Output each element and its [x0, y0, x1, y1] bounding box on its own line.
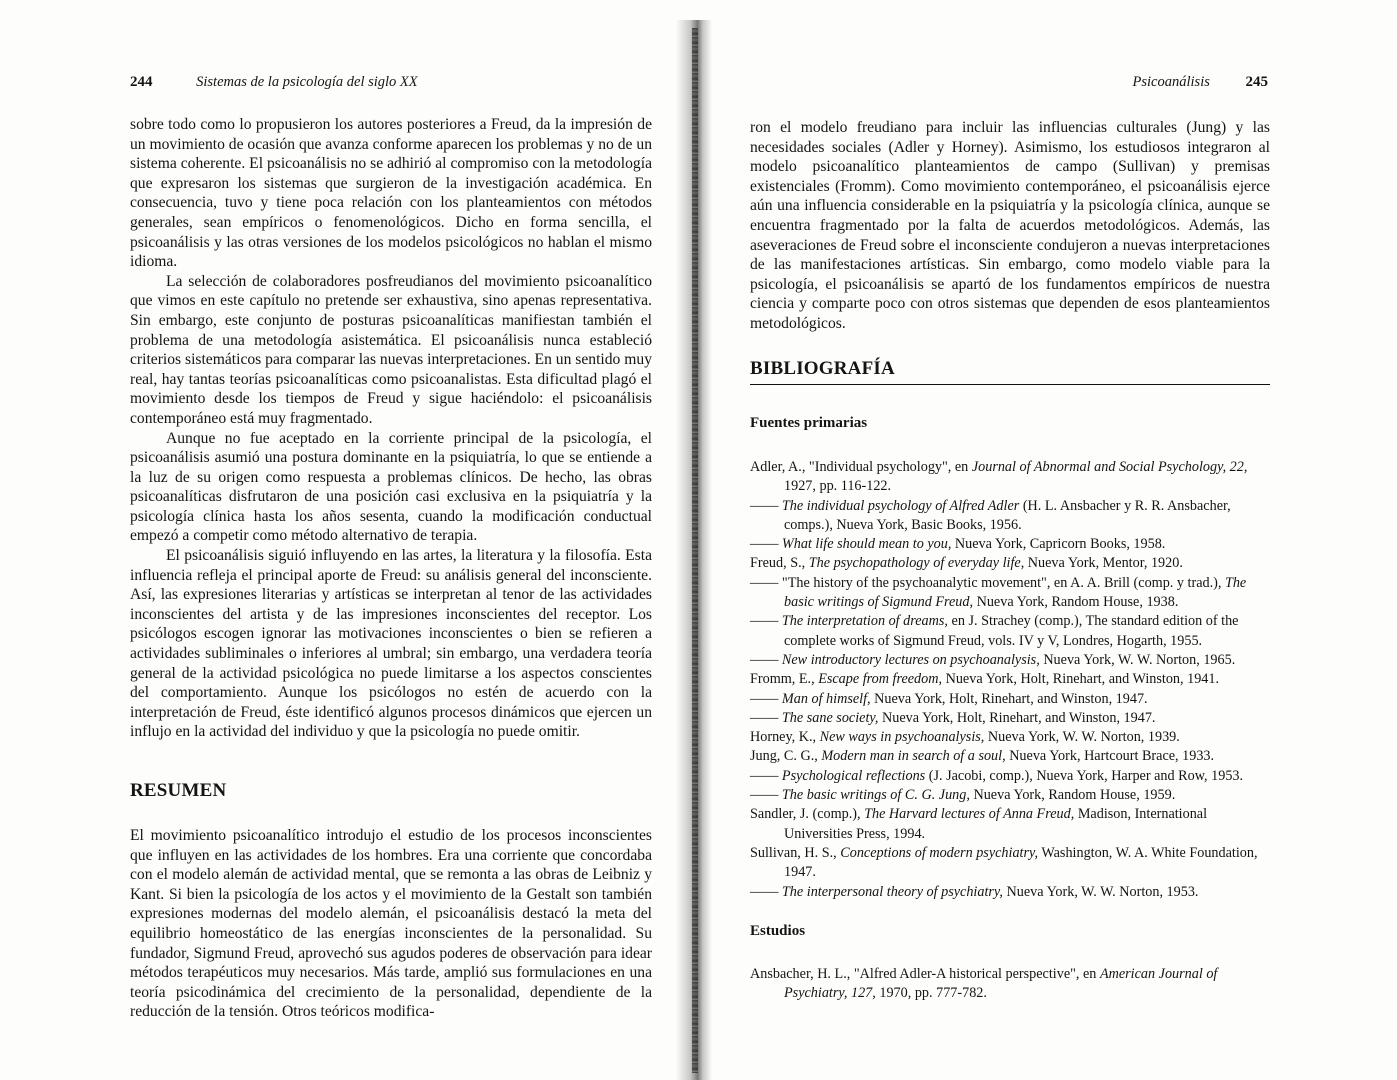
entry-publication: Nueva York, Mentor, 1920.	[1024, 555, 1183, 572]
entry-author: Horney, K.,	[750, 729, 820, 746]
body-paragraph: El psicoanálisis siguió influyendo en las artes, la literatura y la filosofía. Esta influencia refleja el principal aporte de Freud: su análisis general del inconsciente. Así, las expresiones literarias y artísticas se interpretan al tenor de las actividades inconscientes del artista y de las impresiones inconscientes del receptor. Los psicólogos escogen ignorar las motivaciones inconscientes o bien se refieren a actividades subliminales o inferiores al umbral; sin embargo, una verdadera teoría general de la actividad psicológica no puede limitarse a los aspectos conscientes del comportamiento. Aunque los psicólogos no estén de acuerdo con la interpretación de Freud, éste identificó algunos procesos dinámicos que ejercen un influjo en la actividad del individuo y que la psicología no puede omitir.	[130, 547, 652, 741]
bibliography-entry	[750, 535, 1270, 554]
right-page-number: 245	[1245, 74, 1268, 90]
primary-sources-list	[750, 458, 1270, 902]
right-page	[700, 0, 1397, 1080]
bibliography-entry	[750, 497, 1270, 536]
bibliography-entry	[750, 670, 1270, 689]
primary-sources-heading: Fuentes primarias	[750, 415, 868, 431]
entry-title: Escape from freedom,	[818, 671, 943, 688]
entry-publication: (H. L. Ansbacher y R. R. Ansbacher, comps.), Nueva York, Basic Books, 1956.	[784, 497, 1231, 533]
summary-heading: RESUMEN	[130, 780, 227, 801]
entry-title: New introductory lectures on psychoanalysis,	[781, 651, 1040, 668]
entry-title: The interpersonal theory of psychiatry,	[781, 883, 1003, 900]
bibliography-entry	[750, 690, 1270, 709]
entry-publication: 1927, pp. 116-122.	[784, 478, 892, 495]
entry-author: ——	[750, 536, 782, 553]
entry-author: —— "The history of the psychoanalytic movement", en A. A. Brill (comp. y trad.),	[750, 574, 1225, 591]
studies-list	[750, 965, 1270, 1004]
entry-title: Man of himself,	[781, 690, 871, 707]
body-paragraph: ron el modelo freudiano para incluir las influencias culturales (Jung) y las necesidades sociales (Adler y Horney). Asimismo, los estudiosos integraron al modelo psicoanalítico planteamientos de campo (Sullivan) y premisas existenciales (Fromm). Como movimiento contemporáneo, el psicoanálisis ejerce aún una influencia considerable en la psiquiatría y la psicología clínica, aunque se encuentra fragmentado por la falta de acuerdos metodológicos. Además, las aseveraciones de Freud sobre el inconsciente condujeron a nuevas interpretaciones de las manifestaciones artísticas. Sin embargo, como modelo viable para la psicología, el psicoanálisis se apartó de los fundamentos empíricos de nuestra ciencia y comparte poco con otros sistemas que dependen de esos planteamientos metodológicos.	[750, 119, 1270, 332]
book-spine-shadow	[692, 28, 698, 1073]
entry-author: ——	[750, 767, 782, 784]
entry-publication: Nueva York, Random House, 1938.	[973, 594, 1179, 611]
studies-heading: Estudios	[750, 923, 806, 939]
entry-title: Modern man in search of a soul,	[821, 748, 1006, 765]
bibliography-entry	[750, 709, 1270, 728]
entry-publication: Nueva York, Holt, Rinehart, and Winston, 1947.	[878, 709, 1156, 726]
entry-author: ——	[750, 613, 782, 630]
entry-publication: Madison, International Universities Press, 1994.	[784, 806, 1208, 842]
entry-author: Fromm, E.,	[750, 671, 819, 688]
entry-title: American Journal of Psychiatry, 127,	[784, 966, 1218, 1002]
summary-paragraph: El movimiento psicoanalítico introdujo el estudio de los procesos inconscientes que influyen en las actividades de los hombres. Era una corriente que concordaba con el modelo alemán de actividad mental, que se remonta a las obras de Leibniz y Kant. Si bien la psicología de los actos y el movimiento de la Gestalt son también expresiones modernas del modelo alemán, el psicoanálisis destacó la meta del equilibrio homeostático de las energías inconscientes de la personalidad. Su fundador, Sigmund Freud, aprovechó sus agudos poderes de observación para idear métodos terapéuticos muy necesarios. Más tarde, amplió sus formulaciones en una teoría psicodinámica del crecimiento de la personalidad, dependiente de la reducción de la tensión. Otros teóricos modifica-	[130, 827, 652, 1021]
left-running-head	[130, 74, 418, 91]
bibliography-entry	[750, 805, 1270, 844]
entry-author: ——	[750, 497, 782, 514]
entry-author: Sandler, J. (comp.),	[750, 806, 865, 823]
left-page	[0, 0, 680, 1080]
bibliography-entry	[750, 883, 1270, 902]
entry-title: New ways in psychoanalysis,	[819, 729, 985, 746]
body-paragraph: Aunque no fue aceptado en la corriente principal de la psicología, el psicoanálisis asumió una postura dominante en la psiquiatría, lo que se entiende a la luz de su origen como respuesta a problemas clínicos. De hecho, las obras psicoanalíticas disfrutaron de una posición casi exclusiva en la psiquiatría y la psicología clínica hasta los años sesenta, cuando la modificación conductual empezó a competir como método alternativo de terapia.	[130, 429, 652, 545]
entry-publication: Nueva York, Capricorn Books, 1958.	[951, 536, 1166, 553]
entry-title: The basic writings of C. G. Jung,	[781, 787, 970, 804]
bibliography-entry	[750, 574, 1270, 613]
entry-title: Psychological reflections	[781, 767, 926, 784]
entry-author: ——	[750, 709, 782, 726]
entry-publication: (J. Jacobi, comp.), Nueva York, Harper and Row, 1953.	[925, 767, 1244, 784]
entry-publication: Nueva York, Hartcourt Brace, 1933.	[1005, 748, 1215, 765]
right-running-head	[1128, 74, 1268, 91]
entry-publication: en J. Strachey (comp.), The standard edition of the complete works of Sigmund Freud, vols. IV y V, Londres, Hogarth, 1955.	[784, 613, 1239, 649]
entry-title: The individual psychology of Alfred Adler	[781, 497, 1020, 514]
summary-text	[130, 826, 652, 1022]
left-page-number: 244	[130, 74, 153, 90]
entry-title: What life should mean to you,	[781, 536, 952, 553]
entry-author: Freud, S.,	[750, 555, 809, 572]
bibliography-entry	[750, 844, 1270, 883]
entry-publication: 1970, pp. 777-782.	[875, 985, 987, 1002]
entry-author: ——	[750, 883, 782, 900]
entry-title: Journal of Abnormal and Social Psychology, 22,	[971, 459, 1248, 475]
entry-publication: Nueva York, W. W. Norton, 1965.	[1039, 651, 1236, 668]
entry-publication: Nueva York, W. W. Norton, 1953.	[1002, 883, 1199, 900]
bibliography-entry	[750, 747, 1270, 766]
bibliography-entry	[750, 458, 1270, 497]
bibliography-entry	[750, 612, 1270, 651]
entry-title: The Harvard lectures of Anna Freud,	[864, 806, 1075, 823]
right-body-text	[750, 118, 1270, 334]
entry-title: The psychopathology of everyday life,	[808, 555, 1025, 572]
entry-author: ——	[750, 690, 782, 707]
entry-publication: Nueva York, Holt, Rinehart, and Winston, 1941.	[942, 671, 1220, 688]
entry-title: The sane society,	[781, 709, 879, 726]
bibliography-entry	[750, 651, 1270, 670]
entry-publication: Washington, W. A. White Foundation, 1947.	[784, 844, 1258, 881]
entry-author: Jung, C. G.,	[750, 748, 822, 765]
entry-author: ——	[750, 787, 782, 804]
entry-title: The interpretation of dreams,	[781, 613, 948, 630]
left-body-text	[130, 115, 652, 742]
bibliography-entry	[750, 767, 1270, 786]
heading-rule	[750, 384, 1270, 385]
left-running-title: Sistemas de la psicología del siglo XX	[196, 74, 418, 90]
entry-publication: Nueva York, W. W. Norton, 1939.	[984, 729, 1180, 746]
body-paragraph: sobre todo como lo propusieron los autores posteriores a Freud, da la impresión de un movimiento de ocasión que avanza conforme aparecen los problemas y no de un sistema coherente. El psicoanálisis no se adhirió al compromiso con la metodología que expresaron los sistemas que surgieron de la investigación académica. En consecuencia, tuvo y tiene poca relación con los planteamientos con métodos generales, sean empíricos o fenomenológicos. Dicho en forma sencilla, el psicoanálisis y las otras versiones de los modelos psicológicos no hablan el mismo idioma.	[130, 116, 652, 271]
bibliography-heading: BIBLIOGRAFÍA	[750, 358, 895, 379]
entry-author: Adler, A., "Individual psychology", en	[750, 459, 972, 475]
entry-publication: Nueva York, Holt, Rinehart, and Winston, 1947.	[870, 690, 1148, 707]
entry-author: ——	[750, 651, 782, 668]
entry-title: The basic writings of Sigmund Freud,	[784, 574, 1247, 611]
bibliography-entry	[750, 786, 1270, 805]
bibliography-entry	[750, 554, 1270, 573]
entry-title: Conceptions of modern psychiatry,	[840, 844, 1039, 861]
right-running-title: Psicoanálisis	[1132, 74, 1210, 90]
entry-publication: Nueva York, Random House, 1959.	[969, 787, 1176, 804]
bibliography-entry	[750, 728, 1270, 747]
entry-author: Ansbacher, H. L., "Alfred Adler-A historical perspective", en	[750, 966, 1100, 982]
entry-author: Sullivan, H. S.,	[750, 844, 841, 861]
body-paragraph: La selección de colaboradores posfreudianos del movimiento psicoanalítico que vimos en este capítulo no pretende ser exhaustiva, sino apenas representativa. Sin embargo, este conjunto de posturas psicoanalíticas manifiestan también el problema de una metodología asistemática. El psicoanálisis nunca estableció criterios sistemáticos para comparar las nuevas interpretaciones. En un sentido muy real, hay tantas teorías psicoanalíticas como psicoanalistas. Esta dificultad plagó el movimiento desde los tiempos de Freud y sigue haciéndolo: el psicoanálisis contemporáneo está muy fragmentado.	[130, 272, 652, 427]
bibliography-entry	[750, 965, 1270, 1004]
